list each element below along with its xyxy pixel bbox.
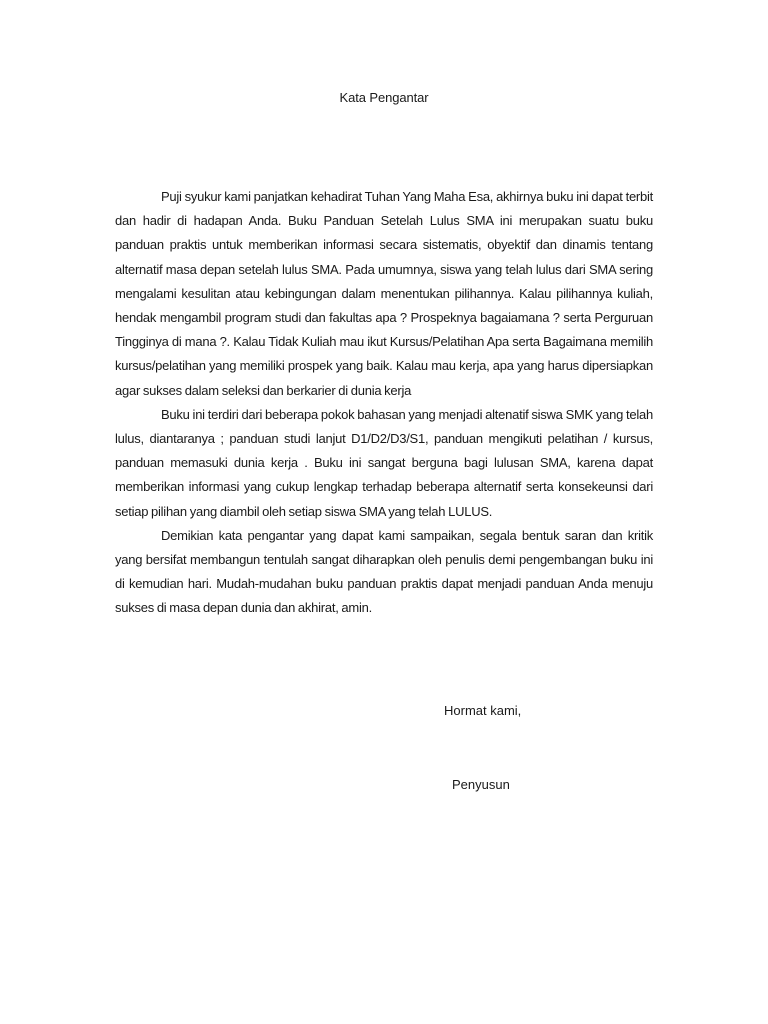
- page-title: Kata Pengantar: [339, 90, 429, 105]
- document-body: [115, 185, 653, 621]
- paragraph-contents: Buku ini terdiri dari beberapa pokok bahasan yang menjadi altenatif siswa SMK yang telah lulus, diantaranya ; panduan studi lanjut D1/D2/D3/S1, panduan mengikuti pelatihan / kursus, panduan memasuki dunia kerja . Buku ini sangat berguna bagi lulusan SMA, karena dapat memberikan informasi yang cukup lengkap terhadap beberapa alternatif serta konsekeunsi dari setiap pilihan yang diambil oleh setiap siswa SMA yang telah LULUS.: [115, 406, 653, 519]
- closing-salutation: Hormat kami,: [444, 703, 522, 718]
- paragraph-intro: Puji syukur kami panjatkan kehadirat Tuhan Yang Maha Esa, akhirnya buku ini dapat terbit dan hadir di hadapan Anda. Buku Panduan Setelah Lulus SMA ini merupakan suatu buku panduan praktis untuk memberikan informasi secara sistematis, obyektif dan dinamis tentang alternatif masa depan setelah lulus SMA. Pada umumnya, siswa yang telah lulus dari SMA sering mengalami kesulitan atau kebingungan dalam menentukan pilihannya. Kalau pilihannya kuliah, hendak mengambil program studi dan fakultas apa ? Prospeknya bagaiamana ? serta Perguruan Tingginya di mana ?. Kalau Tidak Kuliah mau ikut Kursus/Pelatihan Apa serta Bagaimana memilih kursus/pelatihan yang memiliki prospek yang baik. Kalau mau kerja, apa yang harus dipersiapkan agar sukses dalam seleksi dan berkarier di dunia kerja: [115, 189, 653, 398]
- signature-author: Penyusun: [452, 777, 510, 792]
- paragraph-closing-remarks: Demikian kata pengantar yang dapat kami sampaikan, segala bentuk saran dan kritik yang bersifat membangun tentulah sangat diharapkan oleh penulis demi pengembangan buku ini di kemudian hari. Mudah-mudahan buku panduan praktis dapat menjadi panduan Anda menuju sukses di masa depan dunia dan akhirat, amin.: [115, 527, 653, 616]
